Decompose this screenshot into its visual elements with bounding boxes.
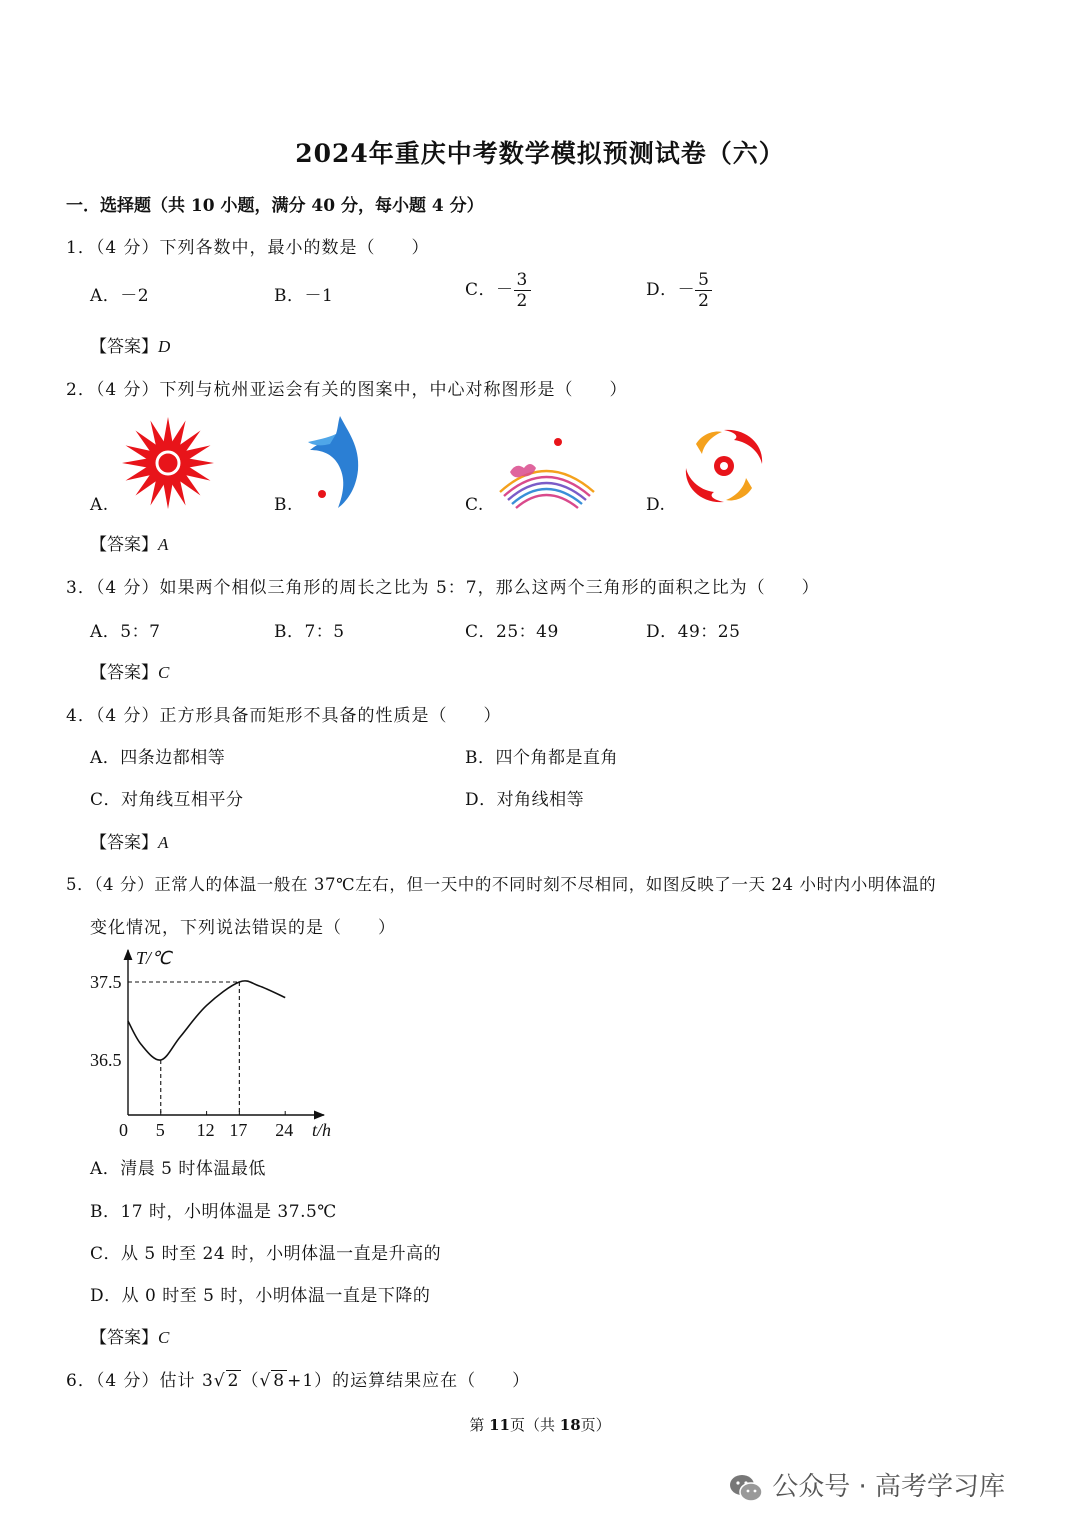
sqrt-symbol-icon: √: [259, 1371, 272, 1391]
x-tick-label: 0: [119, 1120, 128, 1140]
x-axis-label: t/h: [312, 1120, 332, 1140]
footer-middle: 页（共: [509, 1416, 560, 1434]
q1-option-a: A．－2: [90, 286, 150, 306]
answer-label: 【答案】: [90, 535, 158, 555]
watermark: [728, 1466, 1005, 1503]
q2-option-d-label: D.: [646, 495, 666, 515]
answer-label: 【答案】: [90, 337, 158, 357]
q1-option-d-fraction: [695, 270, 712, 311]
q4-answer: [90, 828, 168, 853]
q5-option-d: D．从 0 时至 5 时，小明体温一直是下降的: [90, 1286, 431, 1306]
q5-option-a: A．清晨 5 时体温最低: [90, 1159, 266, 1179]
fraction-denominator: 2: [516, 291, 528, 311]
q4-stem: 4．（4 分）正方形具备而矩形不具备的性质是（ ）: [66, 706, 502, 726]
q5-stem-line2: 变化情况，下列说法错误的是（ ）: [90, 918, 396, 938]
fraction-numerator: 5: [695, 270, 712, 291]
y-tick-label: 37.5: [90, 972, 122, 992]
answer-label: 【答案】: [90, 663, 158, 683]
q5-option-b: B．17 时，小明体温是 37.5℃: [90, 1202, 337, 1222]
q3-stem: 3．（4 分）如果两个相似三角形的周长之比为 5：7，那么这两个三角形的面积之比为（ ）: [66, 578, 820, 598]
q6-radicand-a: 2: [227, 1371, 240, 1391]
q3-answer: [90, 658, 169, 683]
q2-option-b-label: B.: [274, 495, 293, 515]
x-tick-label: 24: [275, 1120, 294, 1140]
section-heading: 一．选择题（共 10 小题，满分 40 分，每小题 4 分）: [66, 196, 484, 216]
q6-radicand-b: 8: [273, 1371, 286, 1391]
x-tick-label: 17: [229, 1120, 248, 1140]
q3-option-a: A．5：7: [90, 622, 161, 642]
q1-stem: 1．（4 分）下列各数中，最小的数是（ ）: [66, 238, 430, 258]
footer-prefix: 第: [469, 1416, 490, 1434]
temperature-chart: [80, 942, 350, 1147]
q2-answer: [90, 530, 168, 555]
q4-option-b: B．四个角都是直角: [465, 748, 618, 768]
answer-value: C: [158, 1328, 170, 1347]
answer-value: A: [158, 833, 169, 852]
q1-option-d: [646, 270, 712, 311]
y-tick-label: 36.5: [90, 1050, 122, 1070]
footer-page: 11: [489, 1416, 510, 1434]
fraction-denominator: 2: [698, 291, 710, 311]
q3-option-d: D．49：25: [646, 622, 741, 642]
q3-option-c: C．25：49: [465, 622, 559, 642]
q6-stem: [66, 1366, 530, 1391]
q4-option-d: D．对角线相等: [465, 790, 585, 810]
q3-option-b: B．7：5: [274, 622, 345, 642]
q2-stem: 2．（4 分）下列与杭州亚运会有关的图案中，中心对称图形是（ ）: [66, 380, 628, 400]
q1-option-c-prefix: C．－: [465, 280, 514, 300]
answer-label: 【答案】: [90, 833, 158, 853]
q2-option-c-label: C.: [465, 495, 484, 515]
q5-answer: [90, 1323, 169, 1348]
q4-option-c: C．对角线互相平分: [90, 790, 244, 810]
sqrt-symbol-icon: √: [213, 1371, 226, 1391]
footer-suffix: 页）: [580, 1416, 611, 1434]
answer-value: C: [158, 663, 170, 682]
fraction-numerator: 3: [514, 270, 531, 291]
q1-option-d-prefix: D．－: [646, 280, 696, 300]
wechat-icon: [728, 1473, 764, 1503]
q5-option-c: C．从 5 时至 24 时，小明体温一直是升高的: [90, 1244, 442, 1264]
y-axis-label: T/℃: [136, 948, 172, 968]
answer-value: A: [158, 535, 169, 554]
q6-stem-suffix: +1）的运算结果应在（ ）: [287, 1371, 531, 1391]
watermark-text: 公众号 · 高考学习库: [772, 1472, 1006, 1502]
q1-option-c: [465, 270, 531, 311]
page-footer: [0, 1414, 1080, 1435]
q1-option-c-fraction: [514, 270, 531, 311]
footer-total: 18: [559, 1416, 581, 1434]
q1-answer: [90, 332, 170, 357]
q4-option-a: A．四条边都相等: [90, 748, 226, 768]
arc-logo-icon: [494, 432, 598, 510]
q2-option-a-label: A.: [90, 495, 109, 515]
x-tick-label: 5: [155, 1120, 165, 1140]
dolphin-emblem-icon: [300, 412, 380, 512]
page-title: 2024年重庆中考数学模拟预测试卷（六）: [295, 139, 785, 168]
answer-value: D: [158, 337, 171, 356]
swirl-emblem-icon: [676, 424, 772, 508]
q6-stem-prefix: 6．（4 分）估计 3: [66, 1371, 214, 1391]
sun-emblem-icon: [120, 415, 216, 511]
x-tick-label: 12: [196, 1120, 215, 1140]
q1-option-b: B．－1: [274, 286, 334, 306]
q6-paren-open: （: [241, 1371, 260, 1391]
temperature-curve: [128, 981, 285, 1060]
q5-stem-line1: 5．（4 分）正常人的体温一般在 37℃左右，但一天中的不同时刻不尽相同，如图反映了一天 24 小时内小明体温的: [66, 875, 937, 894]
answer-label: 【答案】: [90, 1328, 158, 1348]
